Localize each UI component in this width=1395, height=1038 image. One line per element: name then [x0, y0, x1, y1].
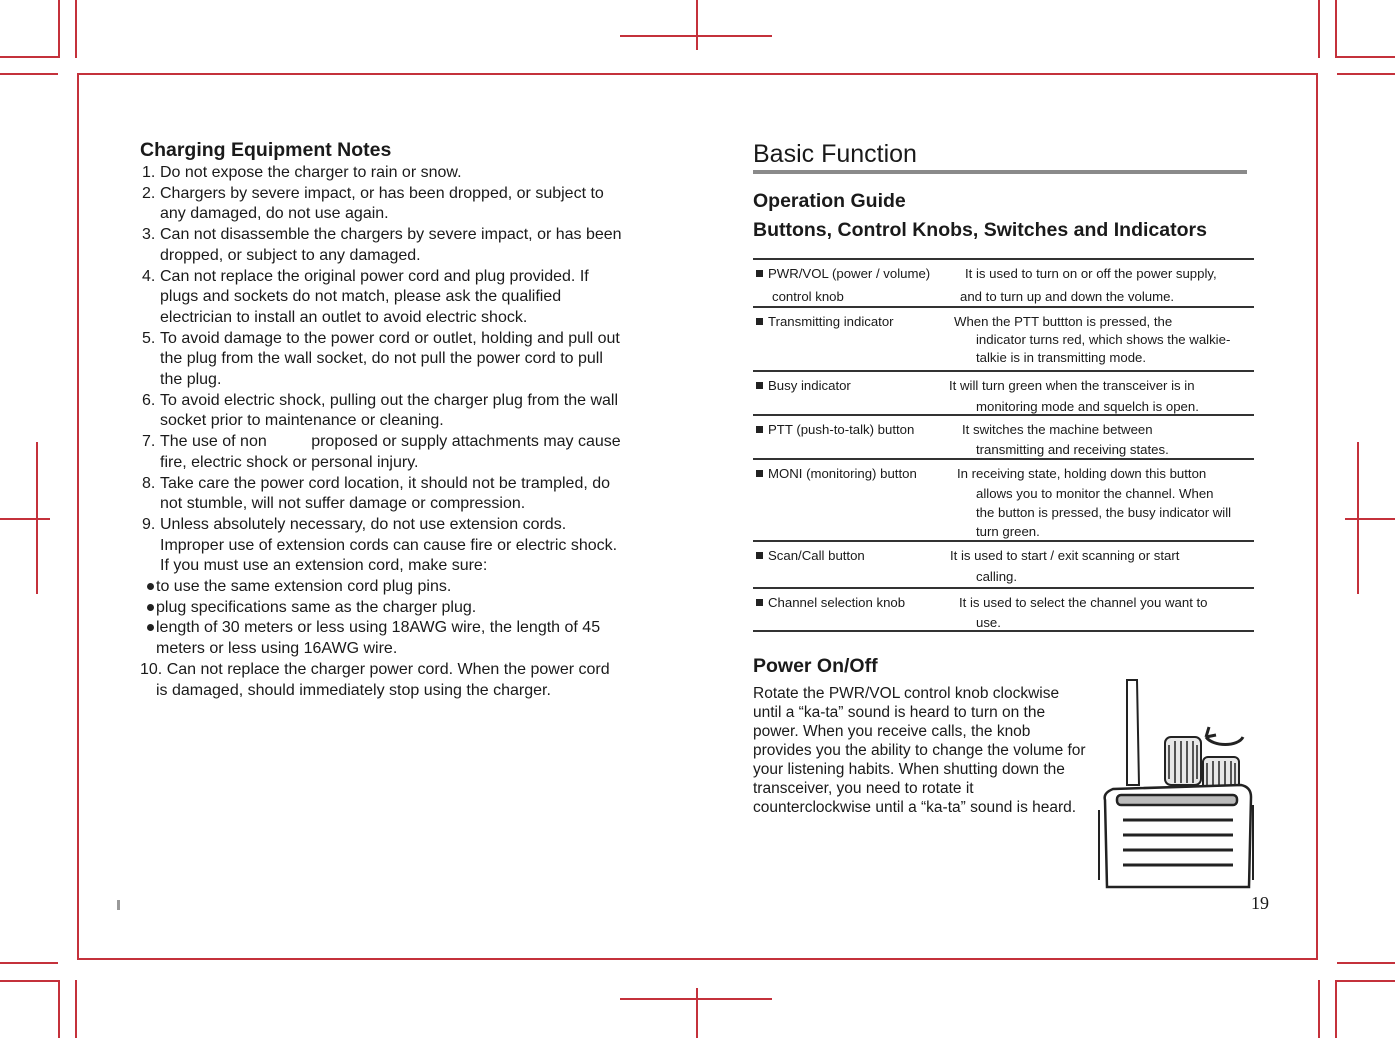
controls-table [753, 258, 1254, 632]
buttons-heading: Buttons, Control Knobs, Switches and Indicators [753, 219, 1207, 241]
square-bullet-icon [756, 470, 763, 477]
charging-notes [140, 138, 650, 701]
bullet-dot-icon [147, 604, 154, 611]
notes-list [140, 163, 650, 701]
radio-illustration [1093, 675, 1263, 890]
note-item: 6. To avoid electric shock, pulling out the charger plug from the wall socket prior to maintenance or cleaning. [142, 391, 619, 430]
note-item: 8. Take care the power cord location, it should not be trampled, do not stumble, will not suffer damage or compression. [142, 474, 611, 513]
table-row: Scan/Call button It is used to start / exit scanning or start calling. [753, 540, 1254, 587]
note-item: 7. The use of non proposed or supply attachments may cause fire, electric shock or personal injury. [142, 433, 621, 471]
table-row: Channel selection knob It is used to select the channel you want to use. [753, 587, 1254, 632]
note-item: 9. Unless absolutely necessary, do not use extension cords. Improper use of extension cords can cause fire or electric shock. If you must use an extension cord, make sure: [142, 515, 618, 575]
square-bullet-icon [756, 318, 763, 325]
rotate-arrow-icon [1206, 727, 1243, 745]
page-number: 19 [1251, 893, 1269, 913]
square-bullet-icon [756, 426, 763, 433]
basic-function [753, 138, 1263, 170]
table-row: PWR/VOL (power / volume) control knob It is used to turn on or off the power supply, and to turn up and down the volume. [753, 258, 1254, 306]
note-item: 1. Do not expose the charger to rain or snow. [142, 164, 462, 181]
bullet-item: plug specifications same as the charger plug. [140, 598, 650, 619]
power-paragraph: Rotate the PWR/VOL control knob clockwise until a “ka-ta” sound is heard to turn on the power. When you receive calls, the knob provides you the ability to change the volume for your listening habits. When shutting down the transceiver, you need to rotate it counterclockwise until a “ka-ta” sound is heard. [753, 685, 1086, 816]
note-item: 4. Can not replace the original power cord and plug provided. If plugs and sockets do not match, please ask the qualified electrician to install an outlet to avoid electric shock. [142, 267, 589, 326]
power-heading: Power On/Off [753, 655, 878, 677]
section-title: Basic Function [753, 140, 917, 168]
charging-notes-title: Charging Equipment Notes [140, 139, 392, 161]
bullet-dot-icon [147, 583, 154, 590]
operation-guide-heading: Operation Guide [753, 190, 906, 212]
square-bullet-icon [756, 552, 763, 559]
bullet-dot-icon [147, 624, 154, 631]
bullet-item: to use the same extension cord plug pins. [140, 577, 650, 598]
bullet-item: length of 30 meters or less using 18AWG wire, the length of 45 meters or less using 16AWG wire. [140, 618, 650, 659]
note-item: 10. Can not replace the charger power cord. When the power cord is damaged, should immediately stop using the charger. [140, 660, 610, 699]
antenna [1127, 680, 1139, 785]
table-row: MONI (monitoring) button In receiving state, holding down this button allows you to monitor the channel. When the button is pressed, the busy indicator will turn green. [753, 458, 1254, 540]
square-bullet-icon [756, 382, 763, 389]
square-bullet-icon [756, 270, 763, 277]
margin-mark [117, 900, 120, 910]
square-bullet-icon [756, 599, 763, 606]
table-row: PTT (push-to-talk) button It switches the machine between transmitting and receiving states. [753, 414, 1254, 458]
note-item: 2. Chargers by severe impact, or has been dropped, or subject to any damaged, do not use again. [142, 184, 604, 223]
table-row: Transmitting indicator When the PTT buttton is pressed, the indicator turns red, which shows the walkie- talkie is in transmitting mode. [753, 306, 1254, 370]
note-item: 3. Can not disassemble the chargers by severe impact, or has been dropped, or subject to any damaged. [142, 226, 622, 264]
note-item: 5. To avoid damage to the power cord or outlet, holding and pull out the plug from the wall socket, do not pull the power cord to pull the plug. [142, 329, 620, 389]
title-rule [753, 170, 1247, 174]
table-row: Busy indicator It will turn green when the transceiver is in monitoring mode and squelch is open. [753, 370, 1254, 414]
radio-body [1099, 785, 1253, 887]
